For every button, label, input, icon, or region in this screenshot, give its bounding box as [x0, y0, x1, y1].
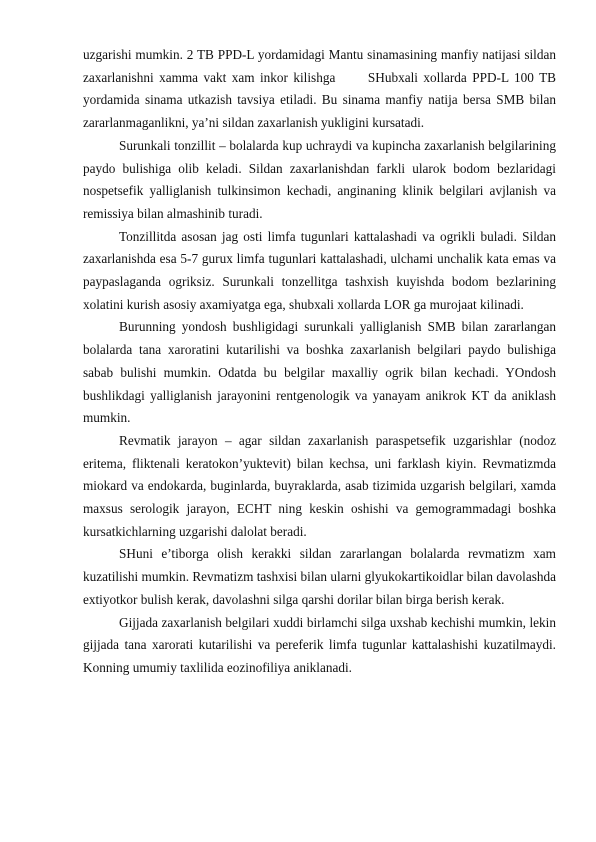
paragraph-rheumatism-treatment: SHuni e’tiborga olish kerakki sildan zararlangan bolalarda revmatizm xam kuzatilishi mumkin. Revmatizm tashxisi bilan ularni glyukokartikoidlar bilan davolashda extiyotkor bulish kerak, davolashni silga qarshi dorilar bilan birga berish kerak.	[83, 546, 556, 607]
paragraph-rheumatic: Revmatik jarayon – agar sildan zaxarlanish paraspetsefik uzgarishlar (nodoz eritema, fliktenali keratokon’yuktevit) bilan kechsa, uni farklash kiyin. Revmatizmda miokard va endokarda, buginlarda, buyraklarda, asab tizimida uzgarish belgilari, xamda maxsus serologik jarayon, ECHT ning keskin oshishi va gemogrammadagi boshka kursatkichlarning uzgarishi dalolat beradi.	[83, 432, 556, 539]
document-body	[83, 44, 556, 680]
paragraph-tonsillitis: Surunkali tonzillit – bolalarda kup uchraydi va kupincha zaxarlanish belgilarining paydo bulishiga olib keladi. Sildan zaxarlanishdan farkli ularok bodom bezlaridagi nospetsefik yalliglanish tulkinsimon kechadi, anginaning klinik belgilari avjlanish va remissiya bilan almashinib turadi.	[83, 137, 556, 221]
paragraph-lymph-nodes: Tonzillitda asosan jag osti limfa tugunlari kattalashadi va ogrikli buladi. Sildan zaxarlanishda esa 5-7 gurux limfa tugunlari kattalashadi, ulchami unchalik kata emas va paypaslaganda ogriksiz. Surunkali tonzellitga tashxish kuyishda bodom bezlarining xolatini kurish asosiy axamiyatga ega, shubxali xollarda LOR ga murojaat kilinadi.	[83, 228, 556, 312]
paragraph-sinusitis: Burunning yondosh bushligidagi surunkali yalliglanish SMB bilan zararlangan bolalarda tana xaroratini kutarilishi va boshka zaxarlanish belgilari paydo bulishiga sabab bulishi mumkin. Odatda bu belgilar maxalliy ogrik bilan kechadi. YOndosh bushlikdagi yalliglanish jarayonini rentgenologik va yanayam anikrok KT da aniklash mumkin.	[83, 319, 556, 426]
paragraph-helminth: Gijjada zaxarlanish belgilari xuddi birlamchi silga uxshab kechishi mumkin, lekin gijjada tana xarorati kutarilishi va pereferik limfa tugunlar kattalashishi kuzatilmaydi. Konning umumiy taxlilida eozinofiliya aniklanadi.	[83, 614, 556, 675]
paragraph-continuation: uzgarishi mumkin. 2 TB PPD-L yordamidagi Mantu sinamasining manfiy natijasi sildan zaxarlanishni xamma vakt xam inkor kilishga SHubxali xollarda PPD-L 100 TB yordamida sinama utkazish tavsiya etiladi. Bu sinama manfiy natija bersa SMB bilan zararlanmaganlikni, ya’ni sildan zaxarlanish yukligini kursatadi.	[83, 47, 556, 131]
